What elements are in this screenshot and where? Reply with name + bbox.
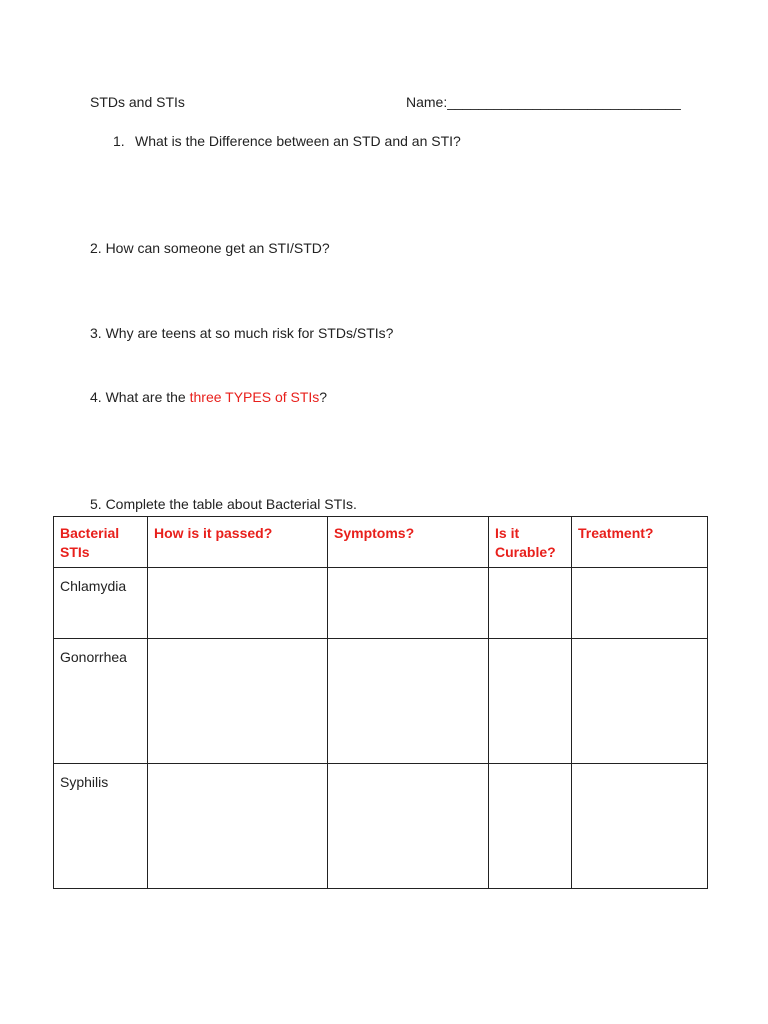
question-1-number: 1. xyxy=(113,133,125,149)
header-how-passed: How is it passed? xyxy=(148,517,328,568)
question-5: 5. Complete the table about Bacterial STIs. xyxy=(90,496,357,512)
header-bacterial-stis: Bacterial STIs xyxy=(54,517,148,568)
cell-curable[interactable] xyxy=(489,639,572,764)
cell-symptoms[interactable] xyxy=(328,639,489,764)
question-4 xyxy=(90,389,327,405)
question-4-prefix: 4. What are the xyxy=(90,389,190,405)
name-field-label: Name:______________________________ xyxy=(406,94,681,110)
question-4-suffix: ? xyxy=(319,389,328,405)
row-label-chlamydia: Chlamydia xyxy=(54,568,148,639)
question-1-text: What is the Difference between an STD and an STI? xyxy=(135,133,461,149)
row-label-gonorrhea: Gonorrhea xyxy=(54,639,148,764)
table-row xyxy=(54,764,708,889)
header-treatment: Treatment? xyxy=(572,517,708,568)
cell-treatment[interactable] xyxy=(572,764,708,889)
table-row xyxy=(54,568,708,639)
cell-treatment[interactable] xyxy=(572,568,708,639)
bacterial-sti-table xyxy=(53,516,708,889)
question-3: 3. Why are teens at so much risk for STDs/STIs? xyxy=(90,325,394,341)
header-curable: Is it Curable? xyxy=(489,517,572,568)
cell-how-passed[interactable] xyxy=(148,639,328,764)
question-2: 2. How can someone get an STI/STD? xyxy=(90,240,330,256)
worksheet-title: STDs and STIs xyxy=(90,94,185,110)
cell-curable[interactable] xyxy=(489,764,572,889)
cell-treatment[interactable] xyxy=(572,639,708,764)
cell-how-passed[interactable] xyxy=(148,764,328,889)
cell-symptoms[interactable] xyxy=(328,568,489,639)
question-1 xyxy=(113,133,461,149)
row-label-syphilis: Syphilis xyxy=(54,764,148,889)
table-row xyxy=(54,639,708,764)
cell-symptoms[interactable] xyxy=(328,764,489,889)
header-symptoms: Symptoms? xyxy=(328,517,489,568)
cell-curable[interactable] xyxy=(489,568,572,639)
cell-how-passed[interactable] xyxy=(148,568,328,639)
question-4-highlight: three TYPES of STIs xyxy=(189,389,320,405)
table-header-row xyxy=(54,517,708,568)
